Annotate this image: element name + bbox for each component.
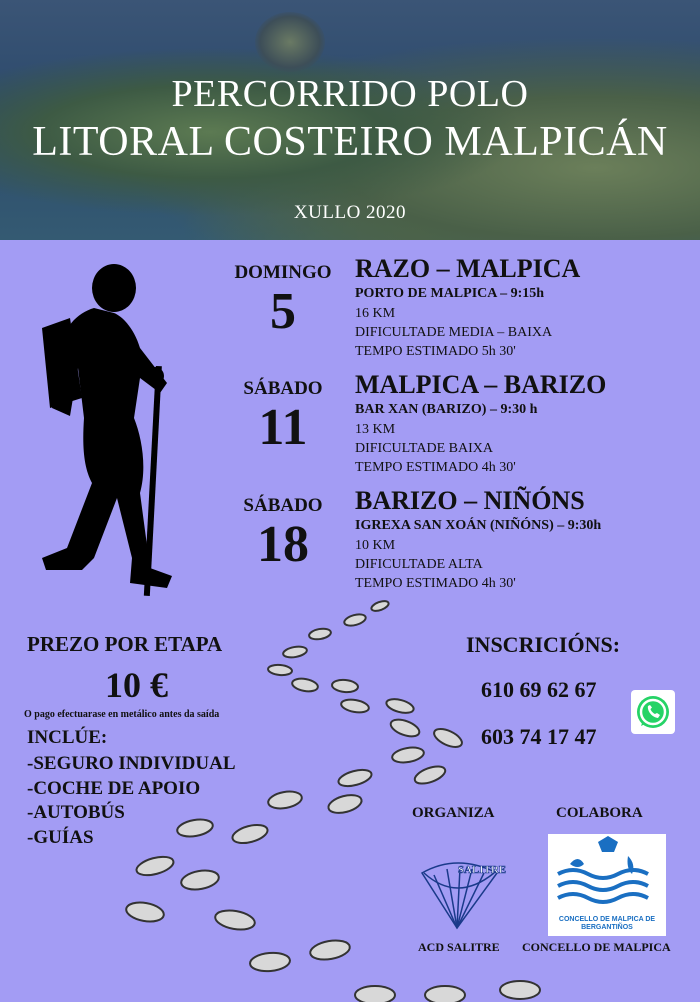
concello-logo: [548, 834, 666, 936]
stage-2-difficulty: DIFICULTADE BAIXA: [355, 441, 493, 456]
stage-1-info: [355, 254, 685, 361]
stage-3-day-number: 18: [257, 516, 309, 573]
phone-number-1[interactable]: 610 69 62 67: [481, 677, 597, 702]
stage-1-route: RAZO – MALPICA: [355, 254, 581, 283]
hero-banner: [0, 0, 700, 240]
organiza-label: ORGANIZA: [412, 805, 495, 821]
phone-number-2[interactable]: 603 74 17 47: [481, 724, 597, 749]
concello-logo-text: CONCELLO DE MALPICA DE BERGANTIÑOS: [558, 916, 656, 931]
organizer-name: ACD SALITRE: [418, 940, 500, 954]
stage-2-distance: 13 KM: [355, 422, 396, 437]
salitre-logo: [402, 833, 512, 933]
stage-2-meeting: BAR XAN (BARIZO) – 9:30 h: [355, 402, 538, 417]
includes-label: INCLÚE:: [27, 727, 108, 748]
concello-emblem: [548, 834, 666, 914]
stage-3-meeting: IGREXA SAN XOÁN (NIÑÓNS) – 9:30h: [355, 518, 602, 533]
collaborator-name: CONCELLO DE MALPICA: [522, 940, 671, 954]
price-label: PREZO POR ETAPA: [27, 632, 223, 656]
whatsapp-icon[interactable]: [631, 690, 675, 734]
price-value: 10 €: [105, 665, 168, 705]
registration-label: INSCRICIÓNS:: [466, 632, 621, 657]
includes-item: -COCHE DE APOIO: [27, 777, 201, 799]
stage-3-route: BARIZO – NIÑÓNS: [355, 486, 585, 515]
hiker-silhouette: [22, 258, 182, 598]
event-date: XULLO 2020: [293, 202, 407, 223]
stage-1-time: TEMPO ESTIMADO 5h 30': [355, 344, 516, 359]
stage-3-difficulty: DIFICULTADE ALTA: [355, 557, 483, 572]
stage-2-day-number: 11: [258, 399, 308, 456]
stage-3-distance: 10 KM: [355, 538, 396, 553]
salitre-logo-text: SALITRE: [457, 864, 507, 876]
title-line-2: LITORAL COSTEIRO MALPICÁN: [32, 119, 668, 165]
stage-1-day: [223, 262, 343, 340]
stage-1-meeting: PORTO DE MALPICA – 9:15h: [355, 286, 545, 301]
stage-2-route: MALPICA – BARIZO: [355, 370, 607, 399]
includes-item: -GUÍAS: [27, 826, 94, 848]
stage-1-difficulty: DIFICULTADE MEDIA – BAIXA: [355, 325, 553, 340]
island-shape: [255, 12, 325, 72]
stage-1-day-number: 5: [270, 283, 296, 340]
includes-item: -AUTOBÚS: [27, 802, 125, 823]
payment-note: O pago efectuarase en metálico antes da saída: [24, 709, 220, 720]
colabora-label: COLABORA: [556, 805, 643, 821]
stage-3-day: [223, 495, 343, 573]
stage-2-day-name: SÁBADO: [243, 378, 323, 399]
includes-list: [27, 752, 236, 850]
stage-3-info: [355, 486, 685, 593]
stage-1-day-name: DOMINGO: [234, 262, 332, 283]
stage-3-time: TEMPO ESTIMADO 4h 30': [355, 576, 516, 591]
stage-2-day: [223, 378, 343, 456]
stage-3-day-name: SÁBADO: [243, 495, 323, 516]
stage-2-time: TEMPO ESTIMADO 4h 30': [355, 460, 516, 475]
stage-1-distance: 16 KM: [355, 306, 396, 321]
title-line-1: PERCORRIDO POLO: [171, 73, 529, 115]
includes-item: -SEGURO INDIVIDUAL: [27, 753, 236, 774]
stage-2-info: [355, 370, 685, 477]
